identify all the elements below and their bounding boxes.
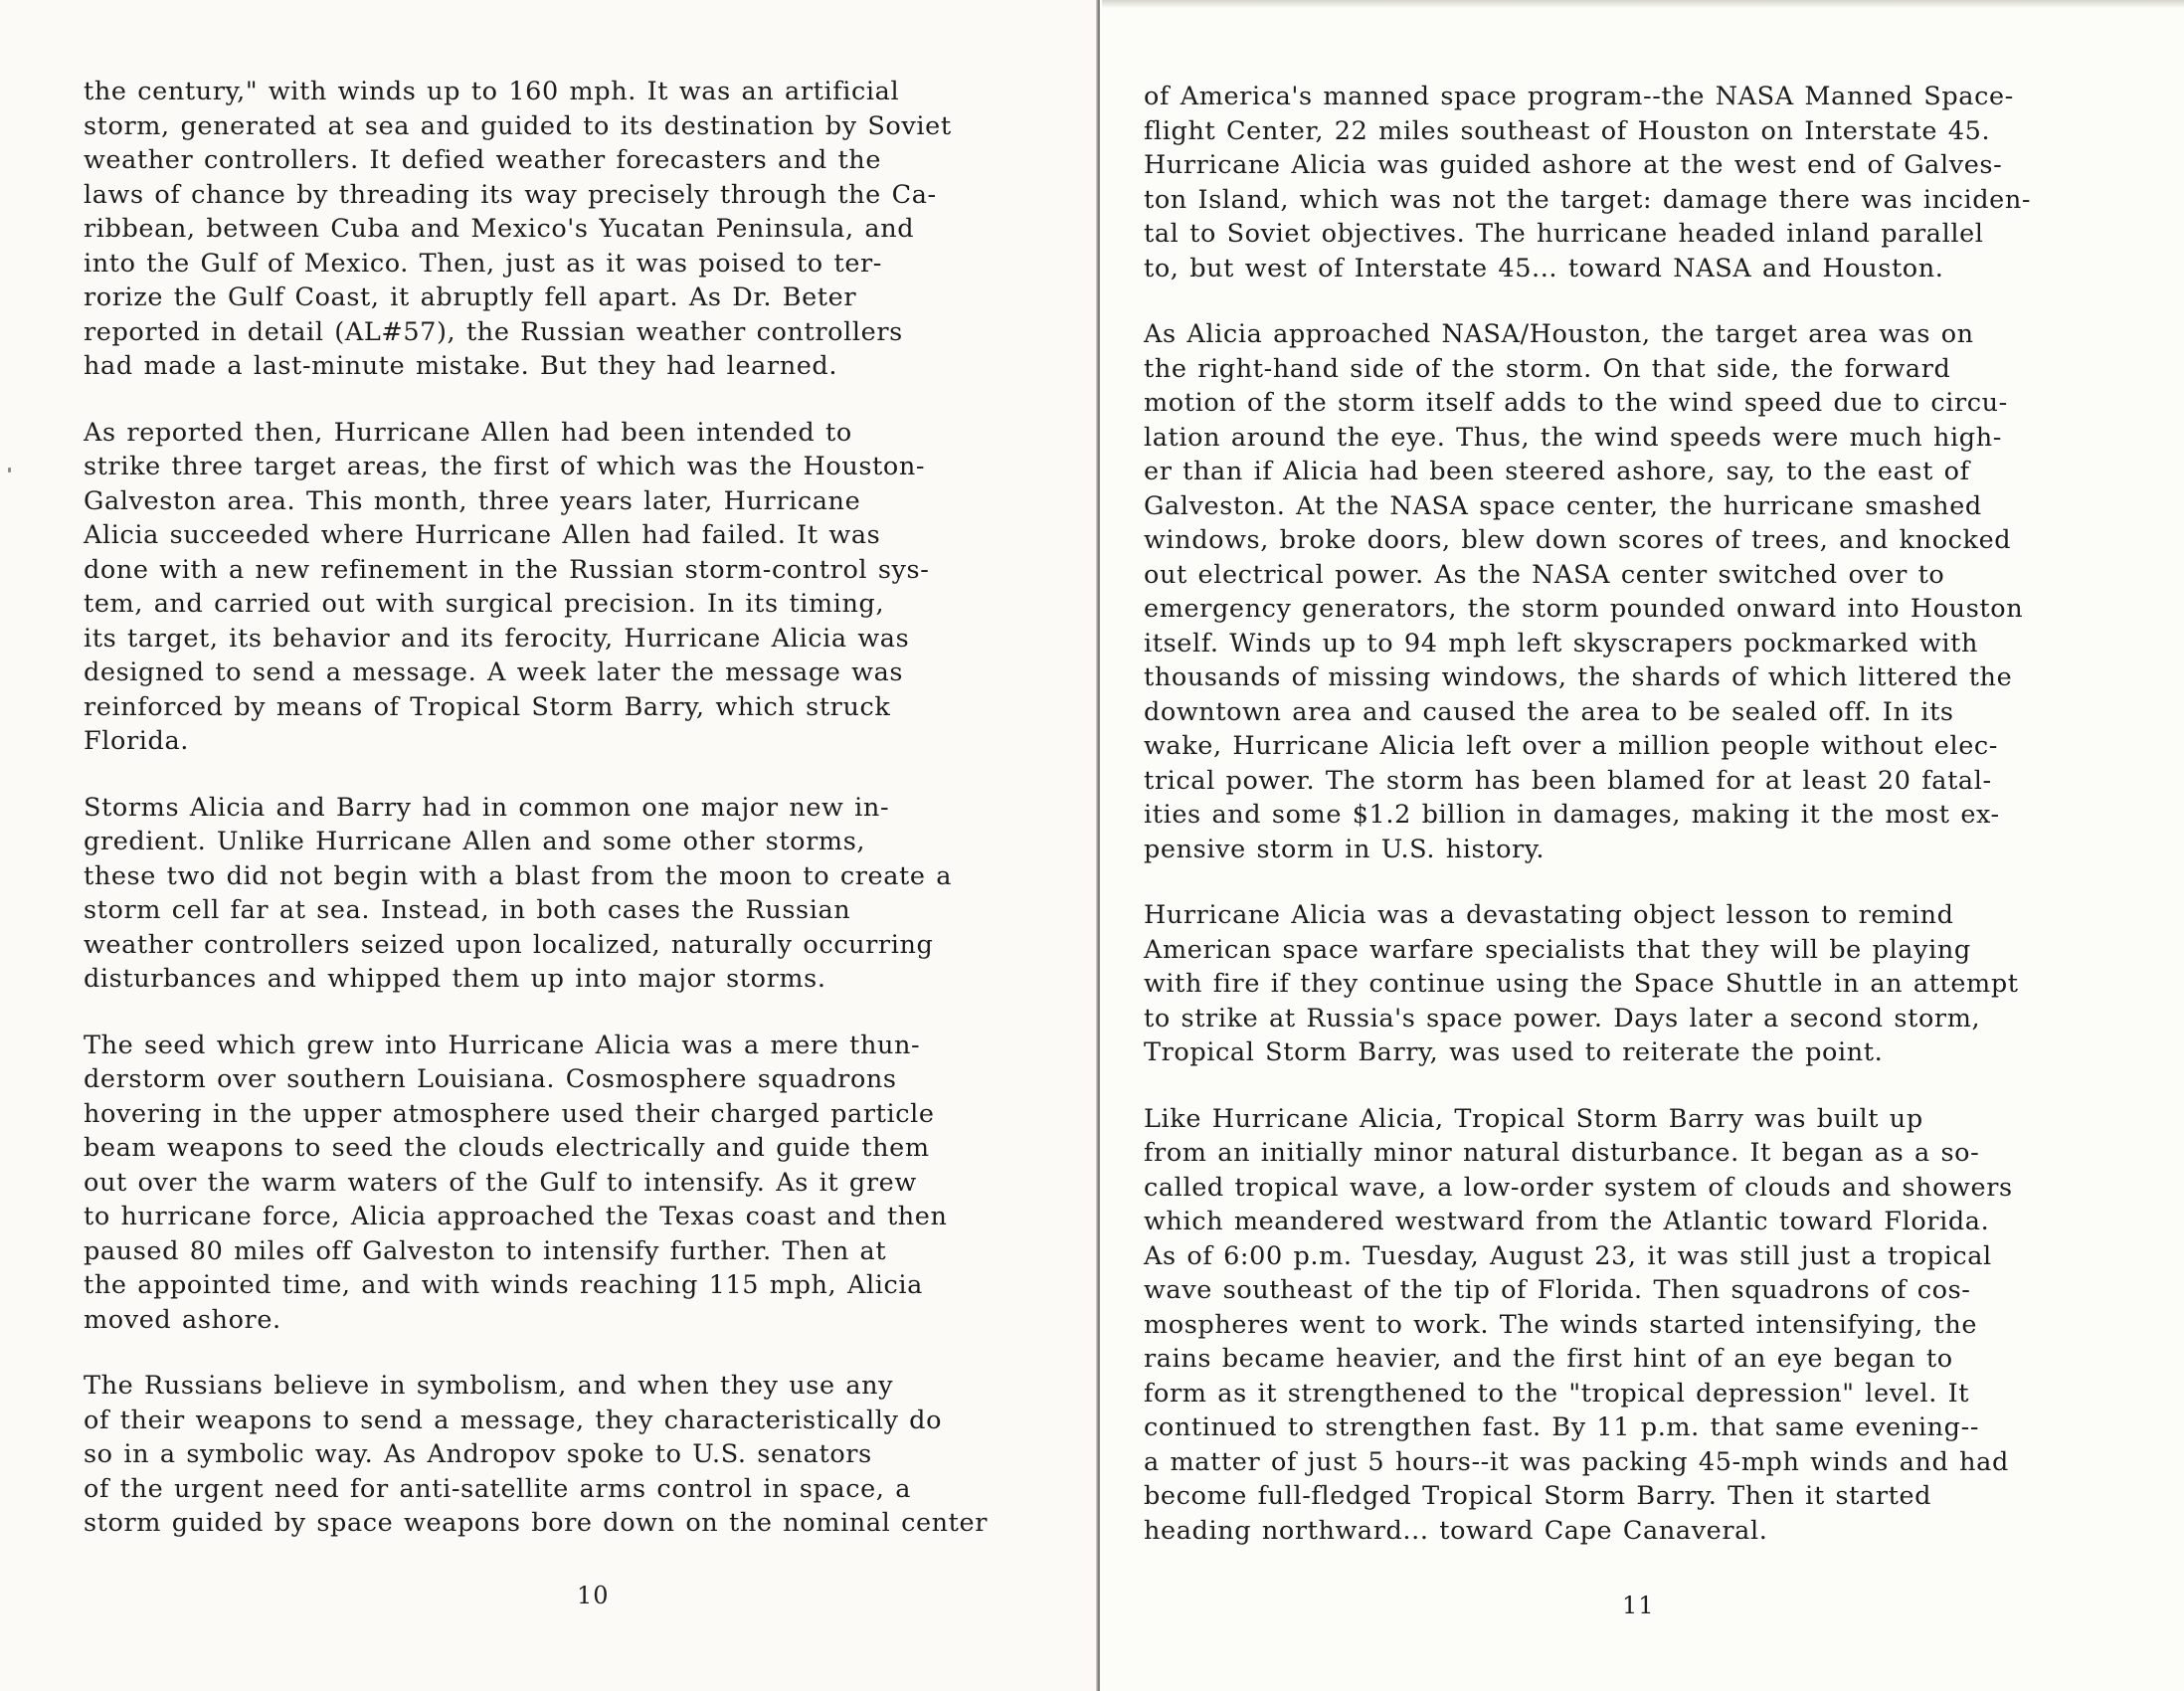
text-line: out electrical power. As the NASA center switched over to [1144,559,1945,590]
text-line: its target, its behavior and its ferocity, Hurricane Alicia was [84,623,910,654]
text-line: of America's manned space program--the NASA Manned Space- [1144,82,2014,111]
paragraph [1144,1102,2124,1549]
text-line: wave southeast of the tip of Florida. Then squadrons of cos- [1144,1275,1971,1305]
text-line: ribbean, between Cuba and Mexico's Yucatan Peninsula, and [84,214,915,244]
text-line: As Alicia approached NASA/Houston, the target area was on [1144,319,1974,349]
text-line: with fire if they continue using the Space Shuttle in an attempt [1144,969,2019,999]
left-page-number: 10 [577,1582,610,1609]
text-line: Galveston. At the NASA space center, the hurricane smashed [1144,490,1982,521]
text-line: had made a last-minute mistake. But they had learned. [84,351,838,381]
text-line: of the urgent need for anti-satellite arms control in space, a [84,1473,912,1504]
left-page-body [84,75,1040,1541]
page-top-shadow [1102,0,2184,8]
right-page [1100,0,2184,1691]
text-line: tem, and carried out with surgical precision. In its timing, [84,589,885,619]
text-line: to, but west of Interstate 45... toward NASA and Houston. [1144,253,1944,283]
text-line: to hurricane force, Alicia approached the Texas coast and then [84,1202,948,1231]
right-page-body [1144,80,2124,1548]
text-line: flight Center, 22 miles southeast of Houston on Interstate 45. [1144,115,1991,146]
text-line: storm guided by space weapons bore down on the nominal center [84,1508,989,1538]
text-line: Hurricane Alicia was guided ashore at the west end of Galves- [1144,150,2003,180]
text-line: out over the warm waters of the Gulf to intensify. As it grew [84,1167,917,1198]
paragraph [84,416,1040,759]
scan-speck [8,468,11,472]
text-line: gredient. Unlike Hurricane Allen and some other storms, [84,827,866,856]
text-line: ton Island, which was not the target: damage there was inciden- [1144,184,2032,215]
paragraph [84,75,1040,384]
paragraph [1144,898,2124,1070]
paragraph [84,791,1040,997]
text-line: weather controllers seized upon localized, naturally occurring [84,929,934,960]
text-line: wake, Hurricane Alicia left over a million people without elec- [1144,731,1998,761]
text-line: The Russians believe in symbolism, and when they use any [84,1371,894,1401]
text-line: weather controllers. It defied weather forecasters and the [84,145,882,175]
text-line: continued to strengthen fast. By 11 p.m. that same evening-- [1144,1412,1980,1442]
text-line: so in a symbolic way. As Andropov spoke to U.S. senators [84,1439,872,1469]
paragraph [84,1369,1040,1541]
text-line: Florida. [84,726,189,756]
text-line: derstorm over southern Louisiana. Cosmosphere squadrons [84,1064,897,1094]
text-line: paused 80 miles off Galveston to intensify further. Then at [84,1235,887,1266]
text-line: reported in detail (AL#57), the Russian weather controllers [84,316,903,347]
text-line: The seed which grew into Hurricane Alicia was a mere thun- [84,1030,921,1060]
text-line: hovering in the upper atmosphere used their charged particle [84,1098,935,1129]
text-line: tal to Soviet objectives. The hurricane headed inland parallel [1144,219,1984,249]
text-line: emergency generators, the storm pounded onward into Houston [1144,594,2024,624]
text-line: called tropical wave, a low-order system of clouds and showers [1144,1172,2013,1203]
paragraph [1144,80,2124,285]
text-line: mospheres went to work. The winds started intensifying, the [1144,1309,1978,1340]
text-line: from an initially minor natural disturbance. It began as a so- [1144,1138,1980,1168]
text-line: Hurricane Alicia was a devastating object lesson to remind [1144,900,1954,930]
text-line: these two did not begin with a blast from the moon to create a [84,860,953,891]
text-line: pensive storm in U.S. history. [1144,834,1546,864]
text-line: done with a new refinement in the Russian storm-control sys- [84,554,930,585]
text-line: rorize the Gulf Coast, it abruptly fell apart. As Dr. Beter [84,282,857,312]
text-line: moved ashore. [84,1304,281,1335]
text-line: storm cell far at sea. Instead, in both cases the Russian [84,895,851,925]
paragraph [84,1029,1040,1338]
paragraph [1144,317,2124,866]
text-line: of their weapons to send a message, they characteristically do [84,1405,943,1435]
text-line: the century," with winds up to 160 mph. It was an artificial [84,77,900,106]
text-line: itself. Winds up to 94 mph left skyscrapers pockmarked with [1144,628,1979,658]
text-line: form as it strengthened to the "tropical depression" level. It [1144,1378,1970,1409]
text-line: to strike at Russia's space power. Days later a second storm, [1144,1003,1981,1033]
text-line: storm, generated at sea and guided to its destination by Soviet [84,110,952,141]
text-line: the right-hand side of the storm. On that side, the forward [1144,353,1951,384]
text-line: Galveston area. This month, three years later, Hurricane [84,485,861,516]
text-line: Alicia succeeded where Hurricane Allen had failed. It was [84,520,881,550]
text-line: As of 6:00 p.m. Tuesday, August 23, it was still just a tropical [1144,1240,1992,1271]
text-line: become full-fledged Tropical Storm Barry. Then it started [1144,1481,1932,1511]
text-line: ities and some $1.2 billion in damages, making it the most ex- [1144,800,2000,830]
text-line: Tropical Storm Barry, was used to reiterate the point. [1144,1037,1884,1067]
text-line: disturbances and whipped them up into major storms. [84,964,826,994]
text-line: lation around the eye. Thus, the wind speeds were much high- [1144,422,2002,453]
text-line: motion of the storm itself adds to the wind speed due to circu- [1144,388,2008,418]
text-line: windows, broke doors, blew down scores of trees, and knocked [1144,525,2012,555]
text-line: trical power. The storm has been blamed for at least 20 fatal- [1144,765,1992,796]
text-line: downtown area and caused the area to be sealed off. In its [1144,696,1954,727]
text-line: er than if Alicia had been steered ashore, say, to the east of [1144,457,1970,486]
text-line: laws of chance by threading its way precisely through the Ca- [84,179,937,210]
text-line: reinforced by means of Tropical Storm Barry, which struck [84,691,891,722]
text-line: strike three target areas, the first of which was the Houston- [84,452,926,481]
text-line: American space warfare specialists that they will be playing [1144,934,1971,965]
text-line: into the Gulf of Mexico. Then, just as it was poised to ter- [84,248,883,279]
text-line: heading northward... toward Cape Canaveral. [1144,1515,1768,1546]
text-line: rains became heavier, and the first hint of an eye began to [1144,1344,1953,1374]
text-line: Storms Alicia and Barry had in common one major new in- [84,792,890,823]
text-line: As reported then, Hurricane Allen had been intended to [84,417,852,448]
text-line: designed to send a message. A week later the message was [84,658,904,687]
right-page-number: 11 [1622,1592,1655,1619]
text-line: Like Hurricane Alicia, Tropical Storm Barry was built up [1144,1103,1923,1134]
text-line: which meandered westward from the Atlantic toward Florida. [1144,1207,1990,1236]
text-line: a matter of just 5 hours--it was packing 45-mph winds and had [1144,1446,2009,1477]
text-line: the appointed time, and with winds reaching 115 mph, Alicia [84,1270,923,1300]
text-line: thousands of missing windows, the shards of which littered the [1144,662,2013,692]
text-line: beam weapons to seed the clouds electrically and guide them [84,1133,930,1163]
